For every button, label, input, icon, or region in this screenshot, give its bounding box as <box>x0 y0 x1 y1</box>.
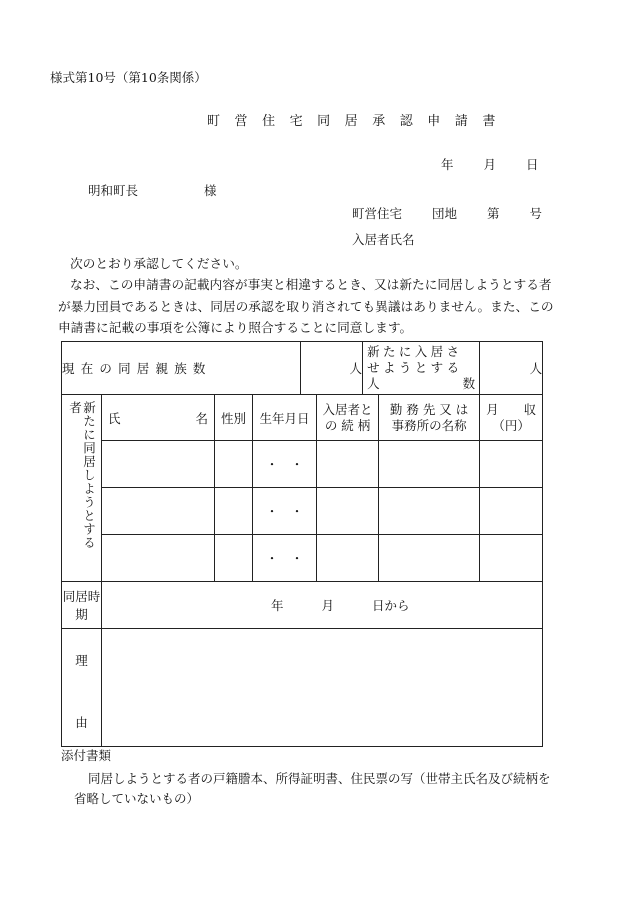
resident-name-label: 入居者氏名 <box>352 232 415 247</box>
period-year: 年 <box>271 598 284 613</box>
workplace-header <box>379 395 480 441</box>
workplace-header-a: 勤 務 先 又 は <box>389 401 469 417</box>
gender-header: 性別 <box>215 395 253 441</box>
form-number: 様式第10号（第10条関係） <box>50 70 207 85</box>
housing-label: 町営住宅 <box>352 206 403 221</box>
body-line-4: 申請書に記載の事項を公簿により照合することに同意します。 <box>58 319 413 335</box>
page-title: 町 営 住 宅 同 居 承 認 申 請 書 <box>207 114 501 129</box>
name-header <box>102 395 215 441</box>
workplace-cell[interactable] <box>379 535 480 582</box>
income-cell[interactable] <box>480 441 543 488</box>
addressee-honorific: 様 <box>204 183 217 198</box>
attachments-line-2: 省略していないもの） <box>74 791 200 806</box>
birthdate-header: 生年月日 <box>253 395 317 441</box>
application-table <box>61 341 543 747</box>
birthdate-cell[interactable]: ・ ・ <box>253 488 317 535</box>
workplace-cell[interactable] <box>379 441 480 488</box>
body-line-1: 次のとおり承認してください。 <box>70 256 248 271</box>
body-line-3: が暴力団員であるときは、同居の承認を取り消されても異議はありません。また、この <box>58 298 554 314</box>
income-cell[interactable] <box>480 535 543 582</box>
current-family-unit: 人 <box>301 342 363 395</box>
gender-cell[interactable] <box>215 535 253 582</box>
current-family-label: 現在の同居親族数 <box>62 342 301 395</box>
birthdate-cell[interactable]: ・ ・ <box>253 535 317 582</box>
period-value[interactable] <box>102 582 543 629</box>
name-cell[interactable] <box>102 441 215 488</box>
date-day: 日 <box>526 157 539 172</box>
attachments-body <box>66 769 566 809</box>
table-row <box>62 535 543 582</box>
date-year: 年 <box>441 157 454 172</box>
name-cell[interactable] <box>102 535 215 582</box>
gender-cell[interactable] <box>215 441 253 488</box>
new-residents-unit: 人 <box>480 342 543 395</box>
reason-label-a: 理 <box>75 653 88 668</box>
body-text <box>58 253 554 338</box>
new-residents-label-a: 新たに入居させようとする <box>367 344 463 375</box>
name-header-a: 氏 <box>108 410 121 426</box>
relation-header <box>317 395 379 441</box>
addressee <box>88 181 217 199</box>
relation-header-b: の 続 柄 <box>324 417 371 433</box>
date-month: 月 <box>483 157 497 172</box>
name-cell[interactable] <box>102 488 215 535</box>
birthdate-cell[interactable]: ・ ・ <box>253 441 317 488</box>
date-line <box>441 155 539 173</box>
workplace-header-b: 事務所の名称 <box>391 417 467 433</box>
new-residents-cell <box>363 342 480 395</box>
side-header: 新たに同居しようとする者 <box>67 401 97 550</box>
complex-label: 団地 <box>432 206 458 221</box>
applicant-address <box>352 204 542 222</box>
attachments-line-1: 同居しようとする者の戸籍謄本、所得証明書、住民票の写（世帯主氏名及び続柄を <box>88 771 551 786</box>
workplace-cell[interactable] <box>379 488 480 535</box>
period-day: 日から <box>372 598 410 613</box>
attachments-label: 添付書類 <box>61 748 112 763</box>
income-cell[interactable] <box>480 488 543 535</box>
period-label: 同居時期 <box>62 582 102 629</box>
name-header-b: 名 <box>195 410 208 426</box>
side-header-cell <box>62 395 102 582</box>
relation-cell[interactable] <box>317 488 379 535</box>
income-header-b: （円） <box>492 417 530 433</box>
addressee-name: 明和町長 <box>88 183 139 198</box>
number-label: 号 <box>529 206 543 221</box>
gender-cell[interactable] <box>215 488 253 535</box>
income-header <box>480 395 543 441</box>
reason-field[interactable] <box>102 629 543 747</box>
table-row <box>62 441 543 488</box>
relation-header-a: 入居者と <box>322 401 373 417</box>
reason-label-cell <box>62 629 102 747</box>
relation-cell[interactable] <box>317 535 379 582</box>
body-line-2: なお、この申請書の記載内容が事実と相違するとき、又は新たに同居しようとする者 <box>70 277 552 293</box>
new-residents-label-b: 人 <box>367 376 380 391</box>
reason-label-b: 由 <box>75 715 88 730</box>
building-label: 第 <box>487 206 500 221</box>
income-header-a: 月 収 <box>486 401 537 417</box>
period-month: 月 <box>321 598 335 613</box>
relation-cell[interactable] <box>317 441 379 488</box>
table-row <box>62 488 543 535</box>
new-residents-label-c: 数 <box>462 376 476 391</box>
